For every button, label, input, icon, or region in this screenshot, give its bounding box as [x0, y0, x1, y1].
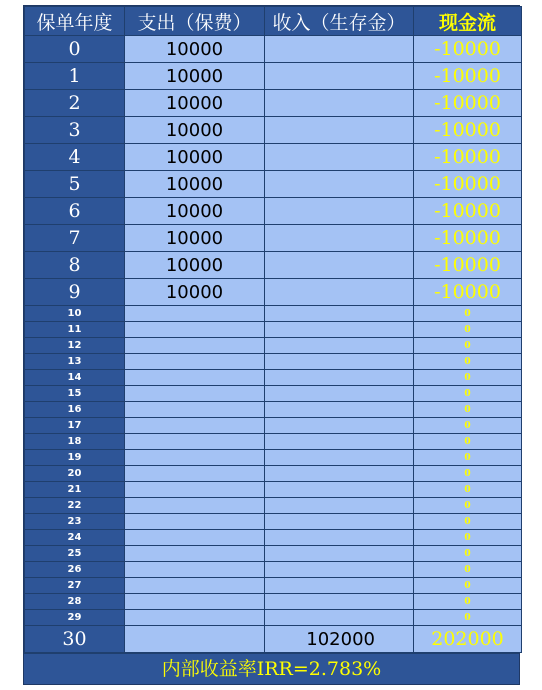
- table-row: [25, 578, 522, 594]
- table-row: [25, 144, 522, 171]
- income-cell: [265, 610, 414, 626]
- premium-cell: [125, 610, 265, 626]
- header-premium: 支出（保费）: [125, 7, 265, 36]
- year-cell: 5: [25, 171, 125, 198]
- cashflow-cell: 0: [414, 434, 522, 450]
- table-row: [25, 594, 522, 610]
- table-body: [25, 36, 522, 653]
- header-row: [25, 7, 522, 36]
- table-row: [25, 117, 522, 144]
- premium-cell: [125, 530, 265, 546]
- premium-cell: [125, 306, 265, 322]
- premium-cell: 10000: [125, 144, 265, 171]
- irr-result: 内部收益率IRR=2.783%: [24, 653, 519, 684]
- year-cell: 1: [25, 63, 125, 90]
- year-cell: 30: [25, 626, 125, 653]
- year-cell: 8: [25, 252, 125, 279]
- cashflow-cell: 0: [414, 386, 522, 402]
- year-cell: 4: [25, 144, 125, 171]
- income-cell: [265, 354, 414, 370]
- table-row: [25, 279, 522, 306]
- income-cell: [265, 338, 414, 354]
- premium-cell: 10000: [125, 63, 265, 90]
- irr-table-sheet: [23, 5, 520, 685]
- premium-cell: 10000: [125, 252, 265, 279]
- table-row: [25, 198, 522, 225]
- cashflow-cell: -10000: [414, 36, 522, 63]
- income-cell: [265, 90, 414, 117]
- table-row: [25, 322, 522, 338]
- year-cell: 26: [25, 562, 125, 578]
- income-cell: [265, 117, 414, 144]
- year-cell: 19: [25, 450, 125, 466]
- cashflow-cell: -10000: [414, 63, 522, 90]
- income-cell: [265, 252, 414, 279]
- premium-cell: [125, 386, 265, 402]
- income-cell: [265, 482, 414, 498]
- income-cell: [265, 562, 414, 578]
- year-cell: 24: [25, 530, 125, 546]
- year-cell: 10: [25, 306, 125, 322]
- year-cell: 20: [25, 466, 125, 482]
- cashflow-cell: -10000: [414, 144, 522, 171]
- cashflow-cell: 0: [414, 610, 522, 626]
- year-cell: 29: [25, 610, 125, 626]
- header-cashflow: 现金流: [414, 7, 522, 36]
- premium-cell: [125, 322, 265, 338]
- year-cell: 15: [25, 386, 125, 402]
- cashflow-cell: -10000: [414, 171, 522, 198]
- table-row: [25, 498, 522, 514]
- premium-cell: 10000: [125, 279, 265, 306]
- income-cell: [265, 322, 414, 338]
- income-cell: [265, 434, 414, 450]
- table-row: [25, 370, 522, 386]
- year-cell: 21: [25, 482, 125, 498]
- table-row: [25, 482, 522, 498]
- table-row: [25, 434, 522, 450]
- premium-cell: [125, 626, 265, 653]
- income-cell: [265, 171, 414, 198]
- premium-cell: [125, 450, 265, 466]
- premium-cell: 10000: [125, 198, 265, 225]
- table-row: [25, 63, 522, 90]
- cashflow-cell: 0: [414, 354, 522, 370]
- year-cell: 12: [25, 338, 125, 354]
- table-row: [25, 90, 522, 117]
- cashflow-cell: 202000: [414, 626, 522, 653]
- year-cell: 27: [25, 578, 125, 594]
- income-cell: [265, 594, 414, 610]
- cashflow-cell: 0: [414, 418, 522, 434]
- year-cell: 7: [25, 225, 125, 252]
- year-cell: 0: [25, 36, 125, 63]
- premium-cell: [125, 418, 265, 434]
- year-cell: 2: [25, 90, 125, 117]
- table-row: [25, 252, 522, 279]
- cashflow-cell: -10000: [414, 117, 522, 144]
- premium-cell: [125, 498, 265, 514]
- premium-cell: 10000: [125, 225, 265, 252]
- cashflow-cell: -10000: [414, 90, 522, 117]
- table-row: [25, 626, 522, 653]
- year-cell: 28: [25, 594, 125, 610]
- premium-cell: [125, 578, 265, 594]
- cashflow-cell: 0: [414, 370, 522, 386]
- premium-cell: [125, 562, 265, 578]
- premium-cell: [125, 354, 265, 370]
- income-cell: [265, 402, 414, 418]
- income-cell: [265, 36, 414, 63]
- table-row: [25, 562, 522, 578]
- cashflow-cell: 0: [414, 594, 522, 610]
- year-cell: 25: [25, 546, 125, 562]
- income-cell: [265, 63, 414, 90]
- year-cell: 3: [25, 117, 125, 144]
- cashflow-cell: 0: [414, 402, 522, 418]
- premium-cell: [125, 482, 265, 498]
- premium-cell: 10000: [125, 90, 265, 117]
- cashflow-table: [24, 6, 522, 653]
- table-row: [25, 354, 522, 370]
- table-row: [25, 402, 522, 418]
- premium-cell: [125, 402, 265, 418]
- cashflow-cell: 0: [414, 306, 522, 322]
- table-row: [25, 610, 522, 626]
- cashflow-cell: 0: [414, 514, 522, 530]
- table-row: [25, 338, 522, 354]
- income-cell: [265, 386, 414, 402]
- cashflow-cell: -10000: [414, 279, 522, 306]
- income-cell: [265, 514, 414, 530]
- income-cell: [265, 144, 414, 171]
- table-row: [25, 418, 522, 434]
- year-cell: 17: [25, 418, 125, 434]
- income-cell: [265, 450, 414, 466]
- table-row: [25, 225, 522, 252]
- table-row: [25, 546, 522, 562]
- cashflow-cell: 0: [414, 546, 522, 562]
- year-cell: 6: [25, 198, 125, 225]
- premium-cell: [125, 434, 265, 450]
- cashflow-cell: 0: [414, 338, 522, 354]
- table-row: [25, 171, 522, 198]
- year-cell: 22: [25, 498, 125, 514]
- premium-cell: 10000: [125, 117, 265, 144]
- premium-cell: [125, 594, 265, 610]
- income-cell: [265, 466, 414, 482]
- income-cell: [265, 279, 414, 306]
- year-cell: 13: [25, 354, 125, 370]
- premium-cell: [125, 370, 265, 386]
- cashflow-cell: 0: [414, 322, 522, 338]
- premium-cell: 10000: [125, 36, 265, 63]
- cashflow-cell: -10000: [414, 252, 522, 279]
- income-cell: [265, 306, 414, 322]
- year-cell: 23: [25, 514, 125, 530]
- cashflow-cell: 0: [414, 482, 522, 498]
- year-cell: 9: [25, 279, 125, 306]
- premium-cell: [125, 466, 265, 482]
- income-cell: [265, 198, 414, 225]
- table-row: [25, 530, 522, 546]
- premium-cell: [125, 546, 265, 562]
- premium-cell: [125, 338, 265, 354]
- cashflow-cell: 0: [414, 578, 522, 594]
- income-cell: [265, 578, 414, 594]
- table-row: [25, 450, 522, 466]
- income-cell: [265, 530, 414, 546]
- cashflow-cell: 0: [414, 466, 522, 482]
- premium-cell: [125, 514, 265, 530]
- year-cell: 16: [25, 402, 125, 418]
- income-cell: [265, 370, 414, 386]
- cashflow-cell: 0: [414, 450, 522, 466]
- year-cell: 18: [25, 434, 125, 450]
- table-row: [25, 36, 522, 63]
- table-row: [25, 306, 522, 322]
- year-cell: 14: [25, 370, 125, 386]
- table-row: [25, 386, 522, 402]
- income-cell: [265, 546, 414, 562]
- cashflow-cell: -10000: [414, 198, 522, 225]
- income-cell: [265, 418, 414, 434]
- header-policy-year: 保单年度: [25, 7, 125, 36]
- cashflow-cell: -10000: [414, 225, 522, 252]
- income-cell: [265, 225, 414, 252]
- cashflow-cell: 0: [414, 498, 522, 514]
- year-cell: 11: [25, 322, 125, 338]
- table-row: [25, 466, 522, 482]
- premium-cell: 10000: [125, 171, 265, 198]
- table-row: [25, 514, 522, 530]
- income-cell: 102000: [265, 626, 414, 653]
- income-cell: [265, 498, 414, 514]
- header-income: 收入（生存金）: [265, 7, 414, 36]
- cashflow-cell: 0: [414, 530, 522, 546]
- cashflow-cell: 0: [414, 562, 522, 578]
